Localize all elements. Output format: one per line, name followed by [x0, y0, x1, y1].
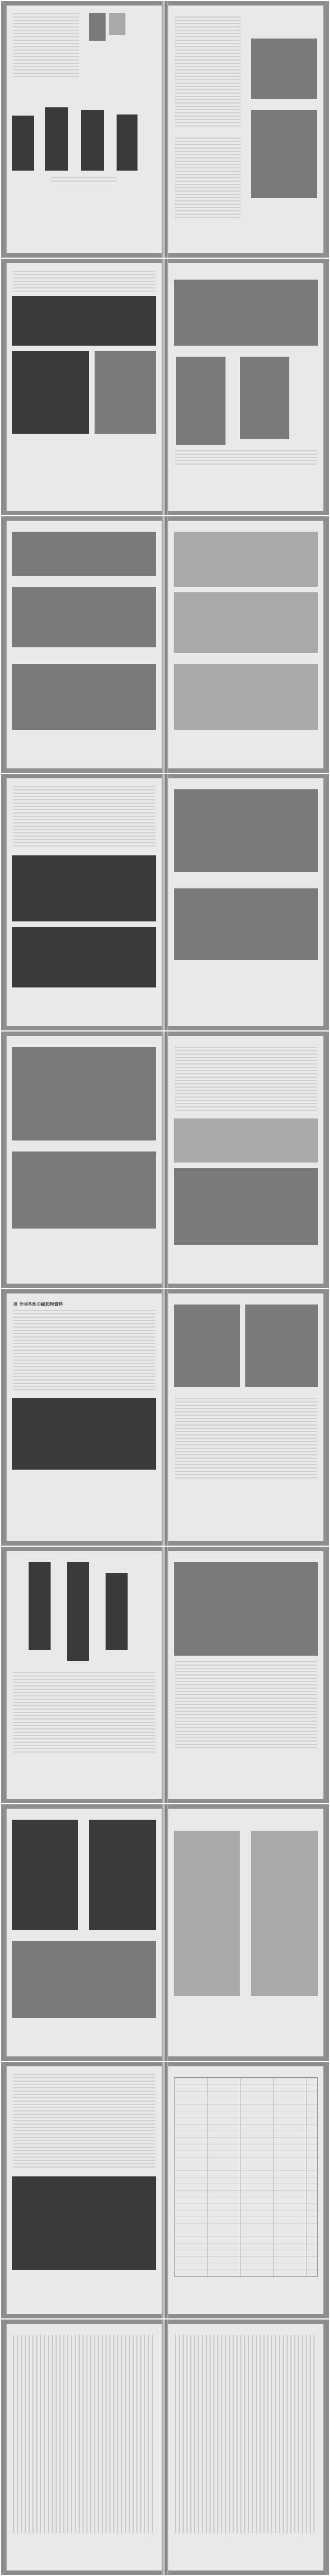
- left-page: [7, 1294, 162, 1541]
- photo: [174, 592, 318, 653]
- photo: [174, 789, 318, 872]
- photo: [251, 110, 317, 198]
- right-page: [168, 1294, 323, 1541]
- photo: [12, 351, 89, 434]
- photo: [89, 13, 106, 41]
- photo: [174, 1831, 240, 1996]
- spread-4: [1, 774, 329, 1030]
- right-page: [168, 2324, 323, 2570]
- photo: [176, 357, 226, 445]
- spread-1: [1, 1, 329, 258]
- photo: [12, 116, 34, 171]
- photo: [251, 1831, 318, 1996]
- photo: [12, 1047, 156, 1140]
- photo: [245, 1305, 318, 1387]
- photo: [12, 296, 156, 346]
- left-page: [7, 778, 162, 1026]
- photo: [174, 532, 318, 587]
- photo: [12, 1941, 156, 2018]
- right-page: [168, 263, 323, 511]
- left-page: [7, 2324, 162, 2570]
- photo: [12, 1820, 78, 1930]
- table: [174, 2077, 318, 2277]
- photo: [12, 927, 156, 987]
- photo: [240, 357, 289, 439]
- spread-10: [1, 2320, 329, 2575]
- photo: [12, 2176, 156, 2270]
- photo: [174, 280, 318, 346]
- photo: [12, 1151, 156, 1229]
- right-page: [168, 1809, 323, 2056]
- spread-7: [1, 1547, 329, 1803]
- photo: [12, 855, 156, 921]
- photo: [174, 1305, 240, 1387]
- spread-9: [1, 2062, 329, 2318]
- photo: [174, 1562, 318, 1656]
- photo: [29, 1562, 51, 1650]
- spread-6: [1, 1289, 329, 1546]
- left-page: [7, 1036, 162, 1284]
- photo: [12, 532, 156, 576]
- photo: [12, 664, 156, 730]
- photo: [109, 13, 125, 35]
- right-page: [168, 6, 323, 253]
- left-page: [7, 1809, 162, 2056]
- spread-5: [1, 1032, 329, 1288]
- photo: [174, 1118, 318, 1163]
- photo: [81, 110, 104, 171]
- left-page: [7, 263, 162, 511]
- spread-8: [1, 1804, 329, 2061]
- spread-2: [1, 259, 329, 515]
- right-page: [168, 778, 323, 1026]
- right-page: [168, 521, 323, 768]
- photo: [95, 351, 156, 434]
- photo: [174, 1168, 318, 1245]
- photo: [89, 1820, 156, 1930]
- spread-3: [1, 516, 329, 773]
- photo: [174, 664, 318, 730]
- photo: [106, 1573, 128, 1650]
- photo: [45, 107, 68, 171]
- right-page: [168, 1036, 323, 1284]
- right-page: [168, 2066, 323, 2314]
- photo: [12, 587, 156, 647]
- right-page: [168, 1551, 323, 1799]
- photo: [12, 1398, 156, 1470]
- left-page: [7, 521, 162, 768]
- left-page: [7, 6, 162, 253]
- photo: [67, 1562, 89, 1661]
- section-heading: Ⅲ 全国各地の縁起物資料: [13, 1302, 63, 1307]
- photo: [117, 114, 138, 171]
- photo: [251, 39, 317, 99]
- left-page: [7, 2066, 162, 2314]
- photo: [174, 888, 318, 960]
- left-page: [7, 1551, 162, 1799]
